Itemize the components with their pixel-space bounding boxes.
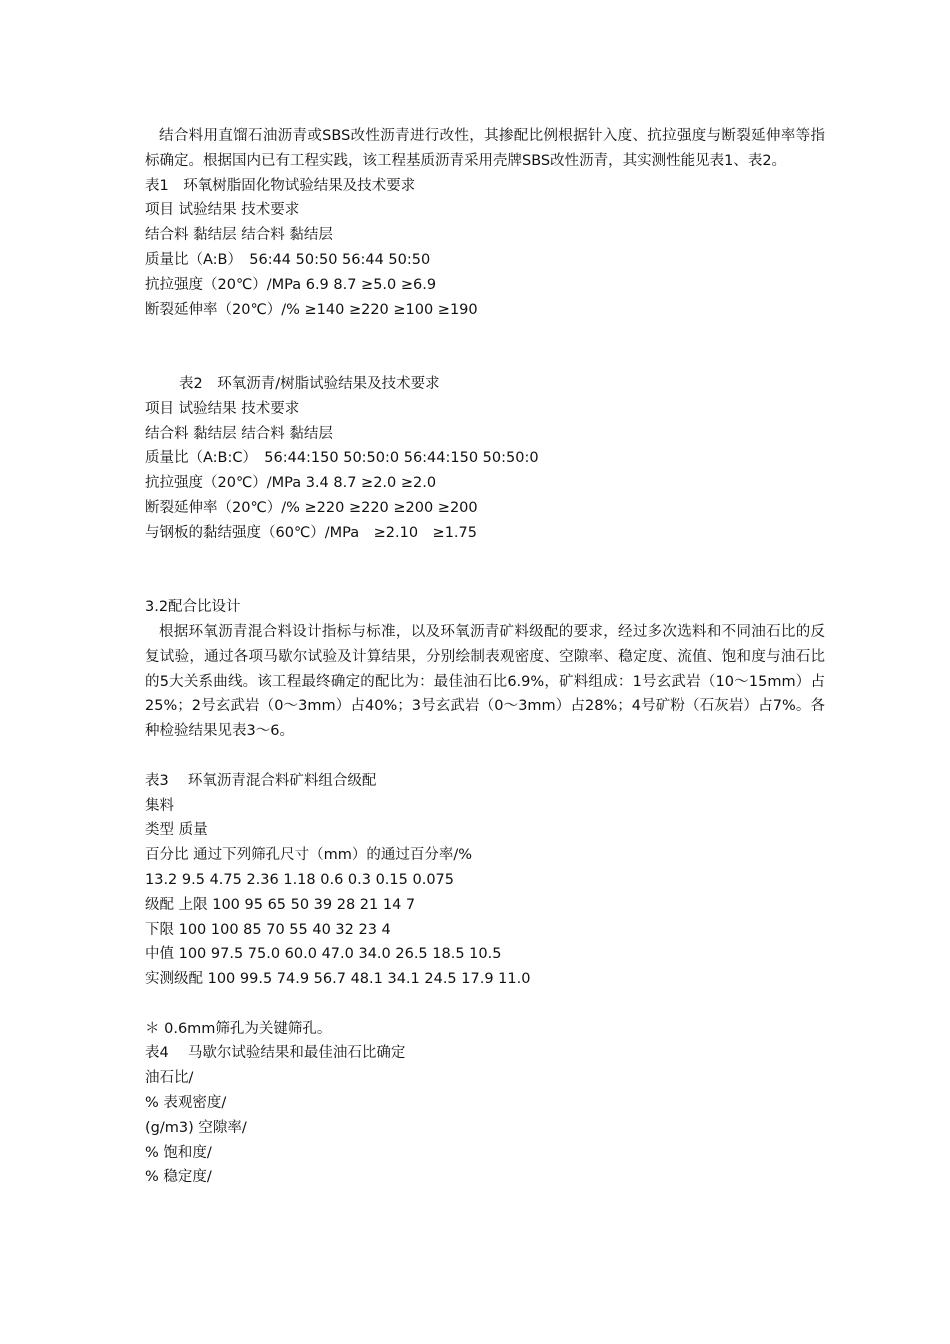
spacer: [145, 992, 825, 1017]
table1-row: 断裂延伸率（20℃）/% ≥140 ≥220 ≥100 ≥190: [145, 301, 478, 318]
spacer: [145, 546, 825, 571]
spacer: [145, 744, 825, 769]
table4-row: % 饱和度/: [145, 1144, 212, 1161]
table4-row: % 稳定度/: [145, 1169, 212, 1186]
section-title: 3.2配合比设计: [145, 599, 241, 616]
table1-row: 质量比（A:B） 56:44 50:50 56:44 50:50: [145, 251, 431, 268]
spacer: [145, 570, 825, 595]
table2-row: 与钢板的黏结强度（60℃）/MPa ≥2.10 ≥1.75: [145, 524, 477, 541]
spacer: [145, 347, 825, 372]
table2-row: 质量比（A:B:C） 56:44:150 50:50:0 56:44:150 50:50:0: [145, 450, 539, 467]
table4-row: (g/m3) 空隙率/: [145, 1119, 247, 1136]
table3-row: 下限 100 100 85 70 55 40 32 23 4: [145, 921, 391, 938]
table3-row: 集料: [145, 797, 174, 814]
table2-row: 结合料 黏结层 结合料 黏结层: [145, 425, 333, 442]
table3-title: 表3 环氧沥青混合料矿料组合级配: [145, 772, 377, 789]
table2-row: 抗拉强度（20℃）/MPa 3.4 8.7 ≥2.0 ≥2.0: [145, 475, 437, 492]
table2-row: 项目 试验结果 技术要求: [145, 400, 300, 417]
table1-row: 项目 试验结果 技术要求: [145, 202, 300, 219]
table3-row: 类型 质量: [145, 822, 208, 839]
table4-row: 油石比/: [145, 1070, 194, 1087]
document-page: [145, 124, 825, 1190]
table2-title: 表2 环氧沥青/树脂试验结果及技术要求: [179, 375, 440, 392]
table3-row: 13.2 9.5 4.75 2.36 1.18 0.6 0.3 0.15 0.075: [145, 871, 454, 888]
spacer: [145, 322, 825, 347]
table1-title: 表1 环氧树脂固化物试验结果及技术要求: [145, 177, 416, 194]
table2-row: 断裂延伸率（20℃）/% ≥220 ≥220 ≥200 ≥200: [145, 499, 478, 516]
table3-row: 中值 100 97.5 75.0 60.0 47.0 34.0 26.5 18.5 10.5: [145, 946, 502, 963]
mix-design-paragraph: 根据环氧沥青混合料设计指标与标准，以及环氧沥青矿料级配的要求，经过多次选料和不同油石比的反复试验，通过各项马歇尔试验及计算结果，分别绘制表观密度、空隙率、稳定度、流值、饱和度与油石比的5大关系曲线。该工程最终确定的配比为：最佳油石比6.9%，矿料组成：1号玄武岩（10～15mm）占25%；2号玄武岩（0～3mm）占40%；3号玄武岩（0～3mm）占28%；4号矿粉（石灰岩）占7%。各种检验结果见表3～6。: [145, 623, 825, 740]
table3-row: 级配 上限 100 95 65 50 39 28 21 14 7: [145, 896, 416, 913]
intro-paragraph: 结合料用直馏石油沥青或SBS改性沥青进行改性，其掺配比例根据针入度、抗拉强度与断裂延伸率等指标确定。根据国内已有工程实践，该工程基质沥青采用壳牌SBS改性沥青，其实测性能见表1、表2。: [145, 128, 825, 169]
footnote: ＊ 0.6mm筛孔为关键筛孔。: [145, 1020, 332, 1037]
table3-row: 实测级配 100 99.5 74.9 56.7 48.1 34.1 24.5 17.9 11.0: [145, 971, 531, 988]
table4-row: % 表观密度/: [145, 1095, 227, 1112]
table1-row: 结合料 黏结层 结合料 黏结层: [145, 227, 333, 244]
table3-row: 百分比 通过下列筛孔尺寸（mm）的通过百分率/%: [145, 847, 473, 864]
table1-row: 抗拉强度（20℃）/MPa 6.9 8.7 ≥5.0 ≥6.9: [145, 276, 437, 293]
table4-title: 表4 马歇尔试验结果和最佳油石比确定: [145, 1045, 406, 1062]
